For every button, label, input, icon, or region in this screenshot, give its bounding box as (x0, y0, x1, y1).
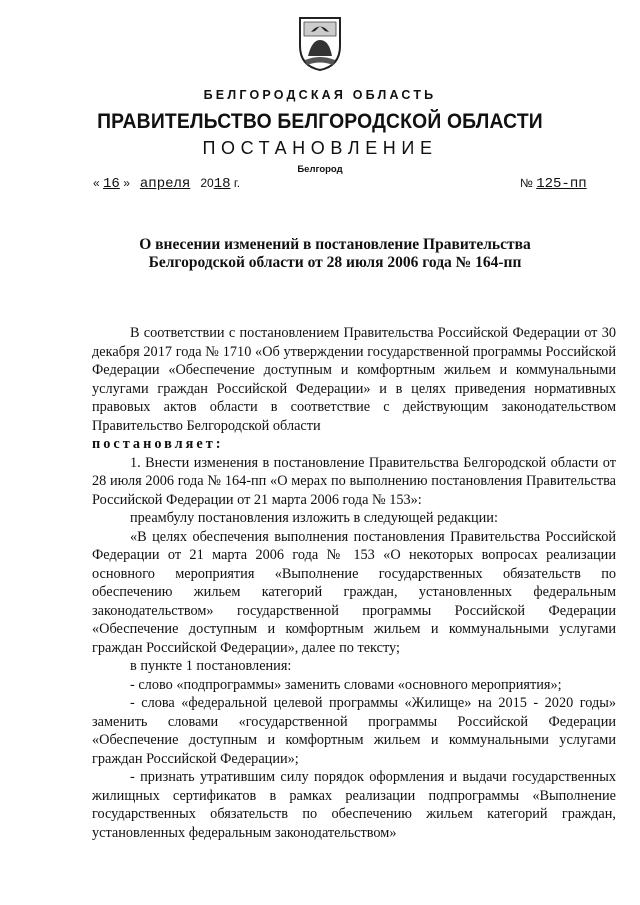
paragraph-change-3: - признать утратившим силу порядок оформления и выдачи государственных жилищных сертификатов в рамках реализации подпрограммы «Выполнение государственных обязательств по обеспечению жильем категорий граждан, установленных федеральным законодательством» (92, 769, 616, 841)
document-title (100, 236, 570, 272)
date-year-suffix: 18 (213, 176, 231, 192)
region-name: БЕЛГОРОДСКАЯ ОБЛАСТЬ (203, 88, 437, 102)
government-name: ПРАВИТЕЛЬСТВО БЕЛГОРОДСКОЙ ОБЛАСТИ (97, 110, 543, 133)
date-open-quote: « (93, 176, 100, 190)
paragraph-point-1: в пункте 1 постановления: (130, 658, 292, 674)
date-year-unit: г. (233, 176, 241, 190)
title-line-1: О внесении изменений в постановление Правительства (139, 236, 531, 253)
title-line-2: Белгородской области от 28 июля 2006 года № 164-пп (148, 254, 522, 271)
number-value: 125-пп (536, 176, 587, 192)
paragraph-action: постановляет: (92, 436, 224, 452)
city-name: Белгород (297, 164, 343, 175)
paragraph-quote: «В целях обеспечения выполнения постановления Правительства Российской Федерации от 21 марта 2006 года № 153 «О некоторых вопросах реализации основного мероприятия «Выполнение государственных обязательств по обеспечению жильем категорий граждан, установленных федеральным законодательством» государственной программы Российской Федерации «Обеспечение доступным и комфортным жильем и коммунальными услугами граждан Российской Федерации», далее по тексту; (92, 528, 616, 656)
date-day: 16 (103, 176, 120, 192)
paragraph-item-1: 1. Внести изменения в постановление Правительства Белгородской области от 28 июля 2006 года № 164-пп «О мерах по выполнению постановления Правительства Российской Федерации от 21 марта 2006 года № 153»: (92, 454, 616, 508)
document-type: ПОСТАНОВЛЕНИЕ (202, 138, 438, 158)
document-date (93, 176, 240, 192)
paragraph-change-1: - слово «подпрограммы» заменить словами «основного мероприятия»; (130, 676, 562, 693)
paragraph-preamble-edit: преамбулу постановления изложить в следующей редакции: (130, 510, 498, 526)
document-body (92, 324, 616, 842)
number-prefix: № (520, 176, 533, 190)
document-number (520, 176, 587, 192)
paragraph-preamble: В соответствии с постановлением Правительства Российской Федерации от 30 декабря 2017 года № 1710 «Об утверждении государственной программы Российской Федерации «Обеспечение доступным и комфортным жильем и коммунальными услугами граждан Российской Федерации» и в целях приведения нормативных правовых актов области в соответствие с действующим законодательством Правительство Белгородской области (92, 325, 616, 434)
date-year-prefix: 20 (200, 176, 214, 190)
paragraph-change-2: - слова «федеральной целевой программы «Жилище» на 2015 - 2020 годы» заменить словами «государственной программы Российской Федерации «Обеспечение доступным и комфортным жильем и коммунальными услугами граждан Российской Федерации»; (92, 695, 616, 767)
belgorod-coat-of-arms-icon (298, 16, 342, 72)
date-month: апреля (139, 176, 191, 192)
date-close-quote: » (123, 176, 130, 190)
